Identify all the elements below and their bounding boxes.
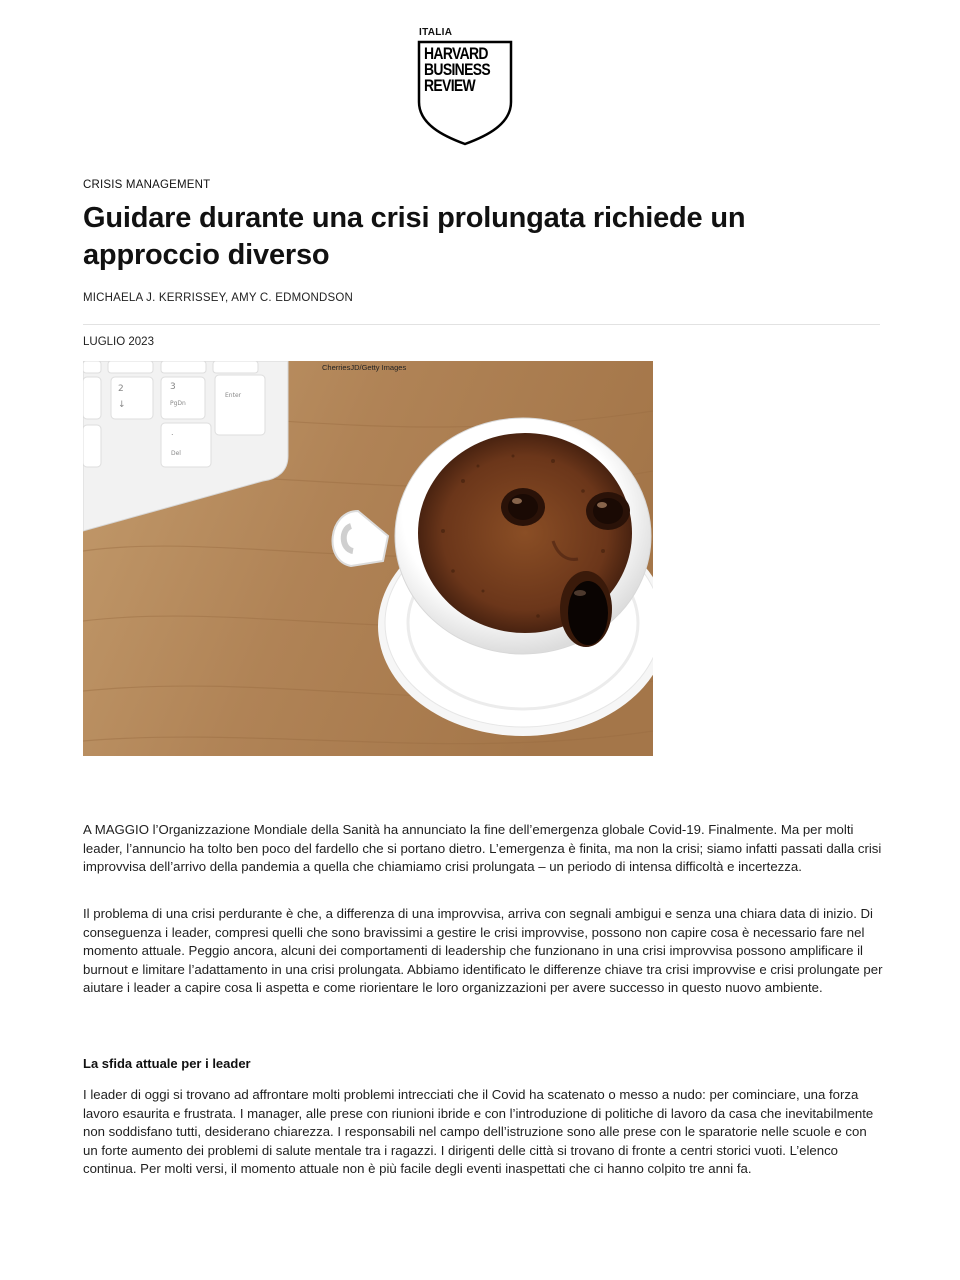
key-pgdn: PgDn	[170, 400, 186, 407]
key-del: Del	[171, 450, 181, 457]
section-heading: La sfida attuale per i leader	[83, 1056, 251, 1071]
svg-text:↓: ↓	[118, 400, 126, 410]
paragraph-2: Il problema di una crisi perdurante è che, a differenza di una improvvisa, arriva con segnali ambigui e senza una chiara data di inizio. Di conseguenza i leader, compresi quelli che sono bravissimi a gestire le crisi improvvise, possono non capire cosa è necessario fare nel momento attuale. Peggio ancora, alcuni dei comportamenti di leadership che funzionano in una crisi improvvisa possono amplificare il burnout e limitare l’adattamento in una crisi prolungata. Abbiamo identificato le differenze chiave tra crisi improvvise e crisi prolungate per aiutare i leader a capire cosa li aspetta e come riorientare le loro organizzazioni per avere successo in questo nuovo ambiente.	[83, 906, 883, 995]
logo-line-harvard: HARVARD	[424, 44, 488, 63]
article-authors[interactable]: MICHAELA J. KERRISSEY, AMY C. EDMONDSON	[83, 292, 354, 304]
article-date: LUGLIO 2023	[83, 336, 154, 348]
image-credit: CherriesJD/Getty Images	[322, 363, 407, 372]
logo-line-business: BUSINESS	[424, 60, 491, 79]
paragraph-3: I leader di oggi si trovano ad affrontare molti problemi intrecciati che il Covid ha scatenato o messo a nudo: per cominciare, una forza lavoro esaurita e frustrata. I manager, alle prese con riunioni ibride e con l’introduzione di politiche di lavoro da casa che inevitabilmente non soddisfano tutti, desiderano chiarezza. I responsabili nel campo dell’istruzione sono alle prese con le sparatorie nelle scuole e con un forte aumento dei problemi di salute mentale tra i ragazzi. I dirigenti delle città si trovano di fronte a centri storici vuoti. L’elenco continua. Per molti versi, il momento attuale non è più facile degli eventi inaspettati che ci hanno colpito tre anni fa.	[83, 1087, 874, 1176]
logo-wordmark[interactable]	[424, 46, 490, 94]
masthead	[0, 22, 960, 150]
hero-image	[83, 361, 653, 756]
key-enter: Enter	[225, 392, 242, 399]
key-dot: .	[171, 428, 174, 437]
article-title: Guidare durante una crisi prolungata richiede un approccio diverso	[83, 202, 746, 271]
paragraph-1: A MAGGIO l’Organizzazione Mondiale della Sanità ha annunciato la fine dell’emergenza globale Covid-19. Finalmente. Ma per molti leader, l’annuncio ha tolto ben poco del fardello che si portano dietro. L’emergenza è finita, ma non la crisi; siamo infatti passati dalla crisi improvvisa dell’arrivo della pandemia a quella che chiamiamo crisi prolungata – un periodo di intensa difficoltà e incertezza.	[83, 822, 882, 874]
edition-label: ITALIA	[419, 27, 453, 38]
header-divider	[83, 324, 880, 325]
logo-line-review: REVIEW	[424, 76, 476, 95]
key-2: 2	[118, 384, 124, 394]
coffee-cup-surprised-face-image	[83, 361, 653, 756]
key-3: 3	[170, 382, 176, 392]
article-category[interactable]: CRISIS MANAGEMENT	[83, 179, 211, 191]
